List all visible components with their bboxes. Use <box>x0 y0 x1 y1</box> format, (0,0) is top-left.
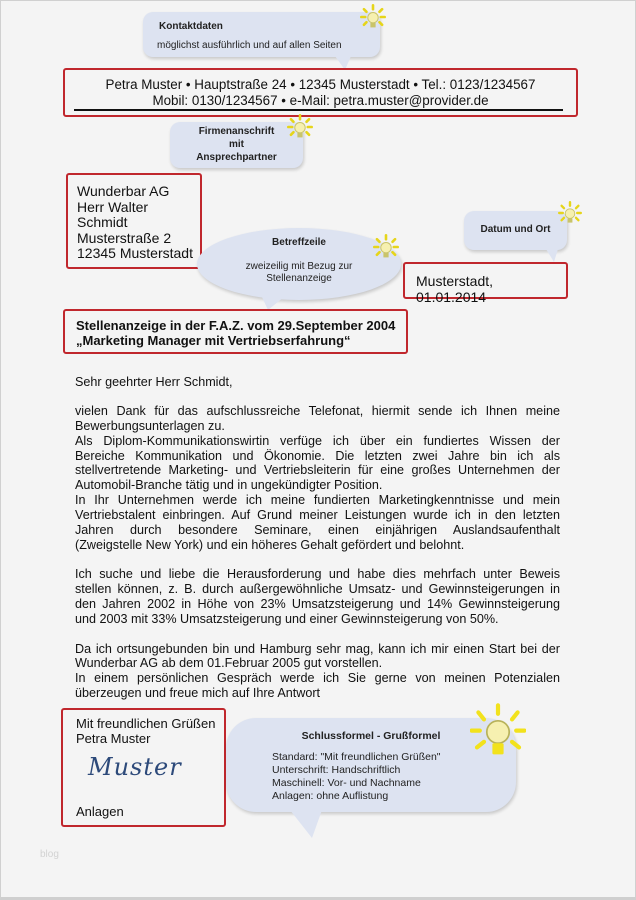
salutation: Sehr geehrter Herr Schmidt, <box>75 375 233 389</box>
callout-date <box>464 211 567 250</box>
body-line: Ich suche und liebe die Herausforderung und habe dies mehrfach unter Beweis <box>75 567 560 582</box>
closing-phrase: Mit freundlichen Grüßen <box>76 716 216 731</box>
lightbulb-icon <box>360 4 386 30</box>
signature: Muster <box>88 753 182 781</box>
recipient-line-1: Wunderbar AG <box>77 183 170 199</box>
lightbulb-icon <box>373 234 399 260</box>
body-line: stellen können, z. B. durch außergewöhnliche Umsatz- und Gewinnsteigerungen in <box>75 582 560 597</box>
callout-subject-title: Betreffzeile <box>272 237 326 248</box>
callout-date-title: Datum und Ort <box>480 224 551 235</box>
date-place: Musterstadt, 01.01.2014 <box>416 273 494 305</box>
callout-closing-lines <box>272 751 441 803</box>
body-line: den Jahren 2002 in Höhe von 23% Umsatzsteigerung und 14% Gewinnsteigerung <box>75 596 560 611</box>
body-line: Jahren durch besondere Seminare, einen einjährigen Auslandsaufenthalt <box>75 522 560 537</box>
sender-line-1: Petra Muster • Hauptstraße 24 • 12345 Musterstadt • Tel.: 0123/1234567 <box>105 77 536 92</box>
watermark: blog <box>40 849 59 860</box>
body-line: In Ihr Unternehmen werde ich meine fundierten Marketingkenntnisse und mein <box>75 493 560 508</box>
subject-line-2: „Marketing Manager mit Vertriebserfahrung“ <box>76 333 351 348</box>
subject-line-1: Stellenanzeige in der F.A.Z. vom 29.September 2004 <box>76 318 396 333</box>
callout-company-line-3: Ansprechpartner <box>196 152 277 163</box>
subject-box <box>63 309 408 354</box>
lightbulb-icon <box>558 201 582 225</box>
body-line: und 2003 mit 33% Umsatzsteigerung und einer Gewinnsteigerung von 50%. <box>75 611 499 626</box>
body-line: In einem persönlichen Gespräch werde ich Sie gerne von meinen Potenzialen <box>75 671 560 686</box>
callout-company-line-2: mit <box>229 139 244 150</box>
enclosures: Anlagen <box>76 804 124 819</box>
body-line: Vertriebstalent einbringen. Auf Grund meiner Leistungen wurde ich in den letzten <box>75 507 560 522</box>
date-box <box>403 262 568 305</box>
callout-subject-line-1: zweizeilig mit Bezug zur <box>245 261 353 272</box>
body-line: Als Diplom-Kommunikationswirtin verfüge ich über ein fundiertes Wissen der <box>75 433 560 448</box>
recipient-line-3: Musterstraße 2 <box>77 229 172 246</box>
callout-contact-title: Kontaktdaten <box>159 21 223 32</box>
callout-contact <box>143 12 380 57</box>
sender-underline <box>74 109 563 111</box>
body-line: Bereiche Kommunikation und Ökonomie. Die letzten zwei Jahre bin ich als <box>75 448 560 463</box>
body-line: Bewerbungsunterlagen zu. <box>75 418 225 433</box>
callout-company <box>170 122 303 168</box>
callout-closing-line-1: Standard: "Mit freundlichen Grüßen" <box>272 751 441 763</box>
callout-closing-line-4: Anlagen: ohne Auflistung <box>272 790 389 802</box>
letter-body <box>75 404 560 701</box>
recipient-line-2: Herr Walter Schmidt <box>77 198 149 230</box>
body-line: vielen Dank für das aufschlussreiche Telefonat, hiermit sende ich Ihnen meine <box>75 404 560 418</box>
blank-line <box>75 627 560 642</box>
recipient-line-4: 12345 Musterstadt <box>77 245 193 261</box>
lightbulb-icon <box>470 702 526 762</box>
callout-subject <box>197 228 401 300</box>
callout-closing-title: Schlussformel - Grußformel <box>301 730 441 742</box>
sender-box <box>63 68 578 117</box>
blank-line <box>75 552 560 567</box>
body-line: überzeugen und freue mich auf Ihre Antwort <box>75 686 321 701</box>
body-line: Automobil-Branche tätig und in ungekündigter Position. <box>75 478 383 493</box>
lightbulb-icon <box>287 114 313 140</box>
closing-box <box>61 708 226 827</box>
body-line: Wunderbar AG ab dem 01.Februar 2005 gut vorstellen. <box>75 656 383 671</box>
callout-closing-tail <box>290 810 322 838</box>
callout-subject-line-2: Stellenanzeige <box>266 273 332 284</box>
callout-contact-text: möglichst ausführlich und auf allen Seiten <box>157 40 342 51</box>
body-line: Da ich ortsungebunden bin und Hamburg sehr mag, kann ich mir einen Start bei der <box>75 641 560 656</box>
callout-company-line-1: Firmenanschrift <box>198 126 275 137</box>
callout-closing-line-3: Maschinell: Vor- und Nachname <box>272 777 421 789</box>
sender-name: Petra Muster <box>76 731 151 746</box>
sender-line-2: Mobil: 0130/1234567 • e-Mail: petra.muster@provider.de <box>152 93 489 108</box>
body-line: stellvertretende Marketing- und Vertriebsleiterin für eine großes Unternehmen der <box>75 463 560 478</box>
callout-closing-line-2: Unterschrift: Handschriftlich <box>272 764 401 776</box>
recipient-box <box>66 173 202 269</box>
callout-date-tail <box>546 249 558 262</box>
body-line: (Zweigstelle New York) und ein höheres Gehalt gefördert und belohnt. <box>75 537 465 552</box>
